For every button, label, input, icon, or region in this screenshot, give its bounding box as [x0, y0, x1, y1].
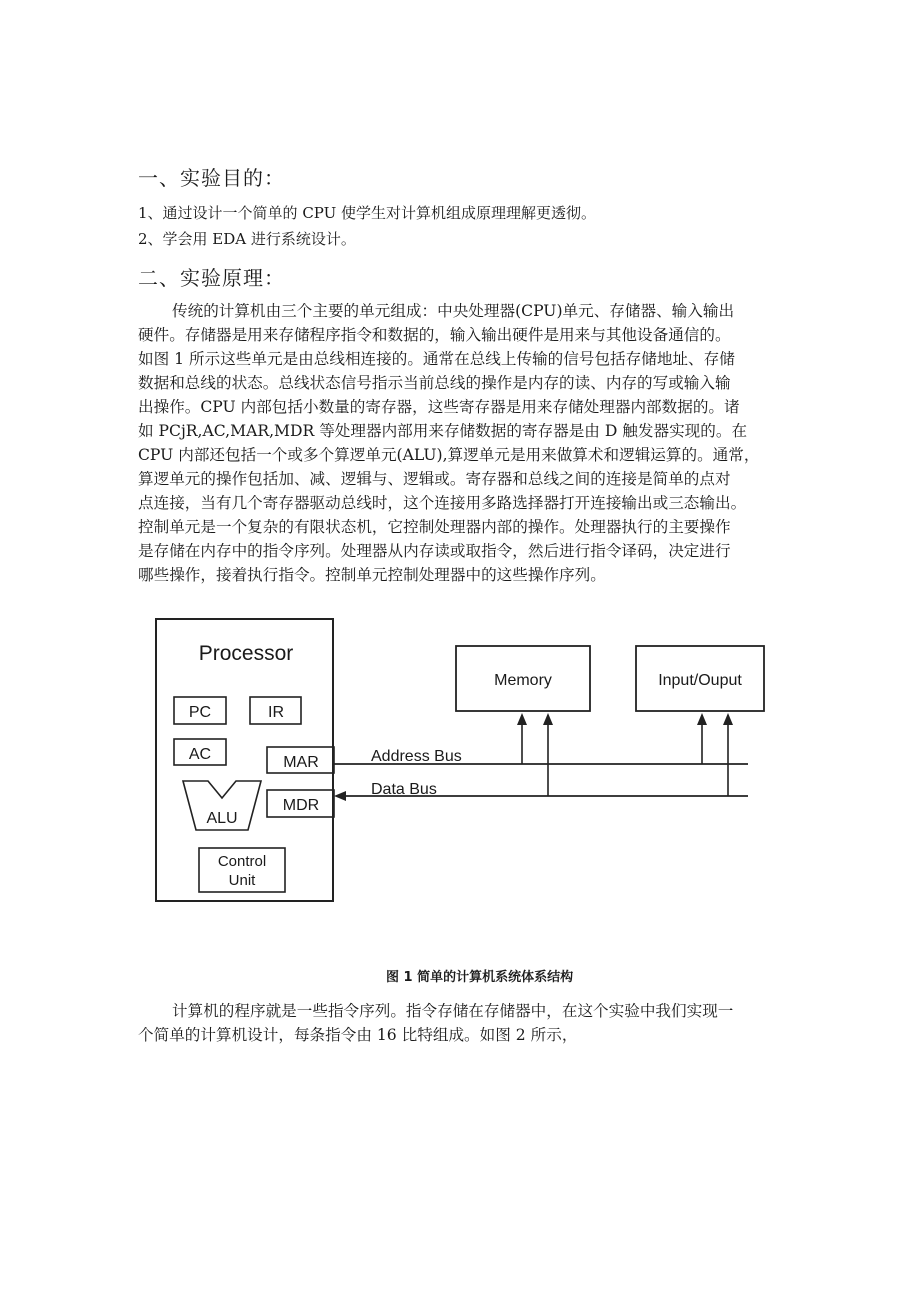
address-bus-label: Address Bus — [371, 748, 462, 765]
paragraph-line: 出操作。CPU 内部包括小数量的寄存器，这些寄存器是用来存储处理器内部数据的。诸 — [138, 398, 740, 416]
io-address-arrow — [697, 713, 707, 725]
mar-label: MAR — [283, 754, 319, 771]
paragraph-line: 如 PCjR,AC,MAR,MDR 等处理器内部用来存储数据的寄存器是由 D 触发器实现的。在 — [138, 422, 748, 440]
section1-heading: 一、实验目的： — [138, 166, 285, 190]
ac-label: AC — [188, 746, 212, 763]
data-bus-arrow — [334, 791, 346, 801]
alu-label: ALU — [206, 810, 238, 827]
paragraph-line: 如图 1 所示这些单元是由总线相连接的。通常在总线上传输的信号包括存储地址、存储 — [138, 350, 735, 368]
paragraph-line: 传统的计算机由三个主要的单元组成：中央处理器(CPU)单元、存储器、输入输出 — [172, 302, 735, 320]
paragraph-line: 算逻单元的操作包括加、减、逻辑与、逻辑或。寄存器和总线之间的连接是简单的点对 — [138, 470, 731, 488]
paragraph-line: CPU 内部还包括一个或多个算逻单元(ALU),算逻单元是用来做算术和逻辑运算的。通常， — [138, 446, 760, 464]
ir-label: IR — [268, 704, 284, 721]
goal-item-2: 2、学会用 EDA 进行系统设计。 — [138, 230, 356, 248]
figure-caption: 图 1 简单的计算机系统体系结构 — [386, 970, 574, 985]
io-data-arrow — [723, 713, 733, 725]
data-bus-label: Data Bus — [371, 781, 437, 798]
memory-address-arrow — [517, 713, 527, 725]
goal-item-1: 1、通过设计一个简单的 CPU 使学生对计算机组成原理理解更透彻。 — [138, 204, 597, 222]
paragraph-line: 控制单元是一个复杂的有限状态机，它控制处理器内部的操作。处理器执行的主要操作 — [138, 518, 731, 536]
pc-label: PC — [188, 704, 212, 721]
paragraph2-line: 计算机的程序就是一些指令序列。指令存储在存储器中，在这个实验中我们实现一 — [172, 1002, 734, 1020]
paragraph-line: 点连接，当有几个寄存器驱动总线时，这个连接用多路选择器打开连接输出或三态输出。 — [138, 494, 747, 512]
control-label-line1: Control — [217, 853, 267, 870]
io-label: Input/Ouput — [658, 672, 742, 689]
paragraph-line: 哪些操作，接着执行指令。控制单元控制处理器中的这些操作序列。 — [138, 566, 606, 584]
paragraph-line: 数据和总线的状态。总线状态信号指示当前总线的操作是内存的读、内存的写或输入输 — [138, 374, 731, 392]
memory-label: Memory — [494, 672, 552, 689]
paragraph-line: 是存储在内存中的指令序列。处理器从内存读或取指令，然后进行指令译码，决定进行 — [138, 542, 731, 560]
computer-architecture-diagram — [150, 612, 770, 908]
processor-label: Processor — [198, 642, 294, 665]
mdr-label: MDR — [282, 797, 320, 814]
memory-data-arrow — [543, 713, 553, 725]
paragraph2-line: 个简单的计算机设计，每条指令由 16 比特组成。如图 2 所示， — [138, 1026, 578, 1044]
control-label-line2: Unit — [228, 872, 256, 889]
paragraph-line: 硬件。存储器是用来存储程序指令和数据的，输入输出硬件是用来与其他设备通信的。 — [138, 326, 731, 344]
section2-heading: 二、实验原理： — [138, 266, 285, 290]
